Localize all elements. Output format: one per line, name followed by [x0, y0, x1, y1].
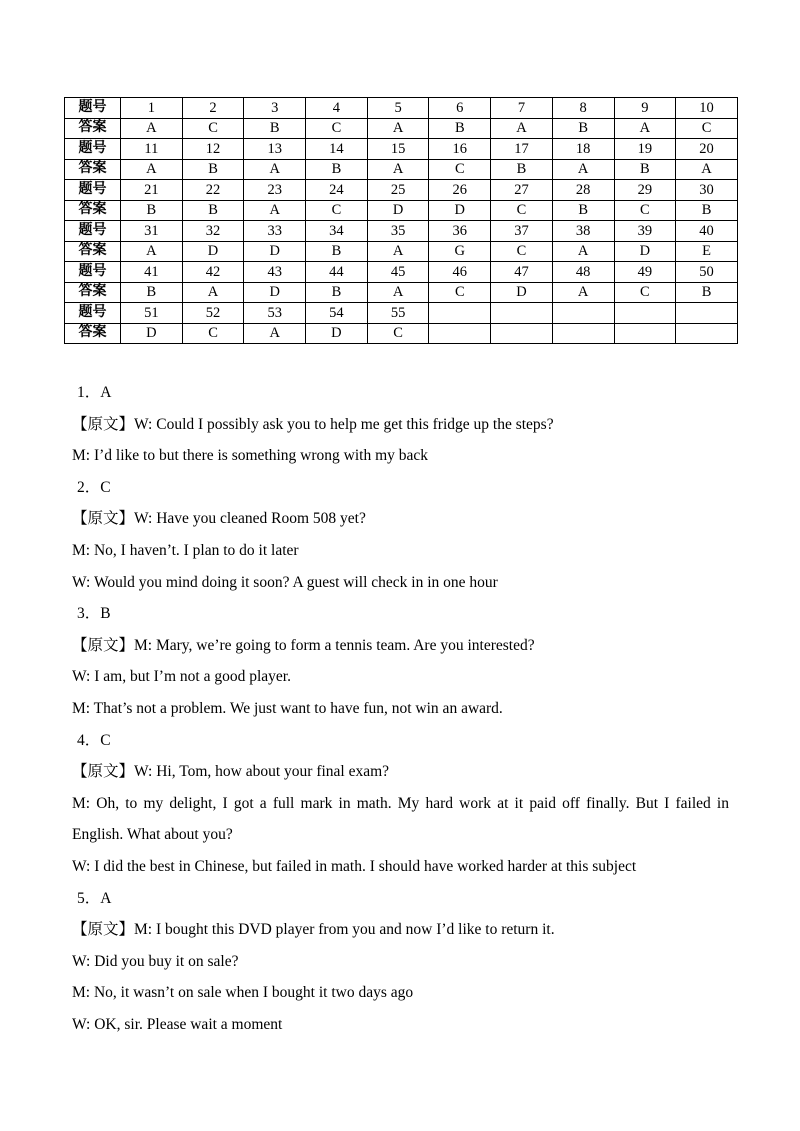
transcript-line: M: No, I haven’t. I plan to do it later [72, 541, 299, 559]
table-cell: 41 [121, 262, 183, 283]
table-cell: 26 [429, 180, 491, 201]
table-cell: 45 [367, 262, 429, 283]
table-cell: 46 [429, 262, 491, 283]
table-cell: 35 [367, 221, 429, 242]
transcript-line: W: I am, but I’m not a good player. [72, 668, 291, 686]
transcript-line: M: That’s not a problem. We just want to have fun, not win an award. [72, 699, 503, 717]
table-cell: 50 [676, 262, 738, 283]
table-cell: A [244, 159, 306, 180]
table-cell: C [182, 323, 244, 344]
table-cell: 53 [244, 303, 306, 324]
table-cell: 15 [367, 139, 429, 160]
table-cell: 24 [306, 180, 368, 201]
table-cell: 21 [121, 180, 183, 201]
item-number: 3．B [77, 605, 111, 623]
table-cell: 40 [676, 221, 738, 242]
table-cell: 17 [491, 139, 553, 160]
table-cell: 3 [244, 98, 306, 119]
table-cell [676, 303, 738, 324]
row-label: 题号 [65, 221, 121, 242]
row-label: 答案 [65, 323, 121, 344]
table-row [65, 241, 738, 262]
row-label: 题号 [65, 98, 121, 119]
transcript-line: W: OK, sir. Please wait a moment [72, 1015, 283, 1033]
table-cell: 16 [429, 139, 491, 160]
table-cell: D [367, 200, 429, 221]
item-number: 2．C [77, 478, 111, 496]
transcript-line: W: Would you mind doing it soon? A guest will check in in one hour [72, 573, 498, 591]
table-row [65, 282, 738, 303]
table-cell: C [614, 282, 676, 303]
table-cell: 7 [491, 98, 553, 119]
table-cell: C [491, 241, 553, 262]
table-cell: C [429, 282, 491, 303]
table-cell: 52 [182, 303, 244, 324]
table-cell: B [306, 282, 368, 303]
table-cell: 5 [367, 98, 429, 119]
answer-key-table [64, 97, 738, 344]
table-cell: A [367, 118, 429, 139]
row-label: 答案 [65, 241, 121, 262]
table-cell: 49 [614, 262, 676, 283]
table-cell: 1 [121, 98, 183, 119]
table-cell: 18 [552, 139, 614, 160]
table-row [65, 303, 738, 324]
transcript-line: M: No, it wasn’t on sale when I bought it two days ago [72, 984, 414, 1002]
table-row [65, 323, 738, 344]
item-number: 5．A [77, 889, 112, 907]
transcript-line: 【原文】W: Hi, Tom, how about your final exam? [72, 763, 390, 781]
table-cell: C [367, 323, 429, 344]
table-row [65, 180, 738, 201]
table-cell: A [182, 282, 244, 303]
table-cell: 11 [121, 139, 183, 160]
table-cell: B [306, 159, 368, 180]
transcript-line: 【原文】W: Could I possibly ask you to help me get this fridge up the steps? [72, 415, 554, 433]
table-cell: D [306, 323, 368, 344]
table-cell: G [429, 241, 491, 262]
table-cell: 25 [367, 180, 429, 201]
transcript-line: M: I’d like to but there is something wrong with my back [72, 447, 429, 465]
row-label: 答案 [65, 159, 121, 180]
table-cell: C [306, 118, 368, 139]
table-cell: C [676, 118, 738, 139]
table-cell: B [552, 118, 614, 139]
table-cell: 38 [552, 221, 614, 242]
table-cell: B [244, 118, 306, 139]
table-row [65, 262, 738, 283]
table-cell: 34 [306, 221, 368, 242]
table-row [65, 118, 738, 139]
table-cell: A [676, 159, 738, 180]
table-cell: 33 [244, 221, 306, 242]
table-cell [429, 323, 491, 344]
transcript-line: 【原文】W: Have you cleaned Room 508 yet? [72, 510, 366, 528]
table-cell: B [306, 241, 368, 262]
table-cell: 2 [182, 98, 244, 119]
table-cell: C [491, 200, 553, 221]
table-cell: A [367, 159, 429, 180]
table-cell: A [552, 282, 614, 303]
table-cell: 28 [552, 180, 614, 201]
table-cell: A [244, 323, 306, 344]
table-cell: C [306, 200, 368, 221]
table-cell: D [244, 282, 306, 303]
table-cell: C [429, 159, 491, 180]
transcript-line: 【原文】M: I bought this DVD player from you and now I’d like to return it. [72, 921, 555, 939]
table-row [65, 159, 738, 180]
table-cell: B [676, 200, 738, 221]
table-cell: 43 [244, 262, 306, 283]
table-cell: B [121, 200, 183, 221]
table-cell: B [121, 282, 183, 303]
item-number: 4．C [77, 731, 111, 749]
table-cell: D [429, 200, 491, 221]
table-cell: 54 [306, 303, 368, 324]
table-cell: 14 [306, 139, 368, 160]
table-cell: 23 [244, 180, 306, 201]
table-cell: 42 [182, 262, 244, 283]
table-cell: A [121, 241, 183, 262]
table-cell: B [491, 159, 553, 180]
table-cell: A [491, 118, 553, 139]
table-cell: B [429, 118, 491, 139]
table-cell: 31 [121, 221, 183, 242]
row-label: 题号 [65, 139, 121, 160]
transcript-line: M: Oh, to my delight, I got a full mark in math. My hard work at it paid off finally. But I failed in English. What about you? [72, 794, 729, 844]
table-cell: D [614, 241, 676, 262]
table-cell: 51 [121, 303, 183, 324]
row-label: 答案 [65, 282, 121, 303]
table-cell: A [367, 241, 429, 262]
table-cell [614, 303, 676, 324]
table-cell: 36 [429, 221, 491, 242]
table-cell [552, 323, 614, 344]
row-label: 答案 [65, 118, 121, 139]
table-cell: 6 [429, 98, 491, 119]
table-row [65, 200, 738, 221]
table-cell: 12 [182, 139, 244, 160]
table-cell: A [367, 282, 429, 303]
table-row [65, 139, 738, 160]
table-cell: A [121, 118, 183, 139]
table-cell: 27 [491, 180, 553, 201]
table-cell: B [614, 159, 676, 180]
table-cell: D [244, 241, 306, 262]
table-cell [429, 303, 491, 324]
transcript-line: W: I did the best in Chinese, but failed in math. I should have worked harder at this subject [72, 857, 637, 875]
transcript-section [72, 377, 729, 1040]
table-cell: 8 [552, 98, 614, 119]
table-row [65, 98, 738, 119]
table-cell: A [552, 159, 614, 180]
table-cell: B [182, 200, 244, 221]
table-cell [552, 303, 614, 324]
table-cell: 13 [244, 139, 306, 160]
table-cell: 48 [552, 262, 614, 283]
table-cell: 55 [367, 303, 429, 324]
table-cell: 30 [676, 180, 738, 201]
table-cell: 44 [306, 262, 368, 283]
table-cell: B [676, 282, 738, 303]
row-label: 答案 [65, 200, 121, 221]
table-cell: D [491, 282, 553, 303]
table-cell: 39 [614, 221, 676, 242]
row-label: 题号 [65, 180, 121, 201]
table-cell: B [182, 159, 244, 180]
transcript-line: W: Did you buy it on sale? [72, 952, 239, 970]
table-cell: 29 [614, 180, 676, 201]
table-cell: 19 [614, 139, 676, 160]
transcript-line: 【原文】M: Mary, we’re going to form a tennis team. Are you interested? [72, 636, 535, 654]
row-label: 题号 [65, 262, 121, 283]
table-cell: 20 [676, 139, 738, 160]
table-cell: C [614, 200, 676, 221]
table-cell: A [244, 200, 306, 221]
table-cell: 37 [491, 221, 553, 242]
table-cell: 32 [182, 221, 244, 242]
table-cell: 10 [676, 98, 738, 119]
table-cell [491, 323, 553, 344]
table-cell: 9 [614, 98, 676, 119]
table-cell [491, 303, 553, 324]
table-cell: D [182, 241, 244, 262]
table-cell: C [182, 118, 244, 139]
table-cell: A [552, 241, 614, 262]
table-cell: 47 [491, 262, 553, 283]
table-cell: A [614, 118, 676, 139]
table-cell: 4 [306, 98, 368, 119]
table-cell: B [552, 200, 614, 221]
table-cell [676, 323, 738, 344]
item-number: 1．A [77, 384, 112, 401]
table-row [65, 221, 738, 242]
table-cell: E [676, 241, 738, 262]
row-label: 题号 [65, 303, 121, 324]
table-cell: A [121, 159, 183, 180]
table-cell [614, 323, 676, 344]
table-cell: 22 [182, 180, 244, 201]
table-cell: D [121, 323, 183, 344]
